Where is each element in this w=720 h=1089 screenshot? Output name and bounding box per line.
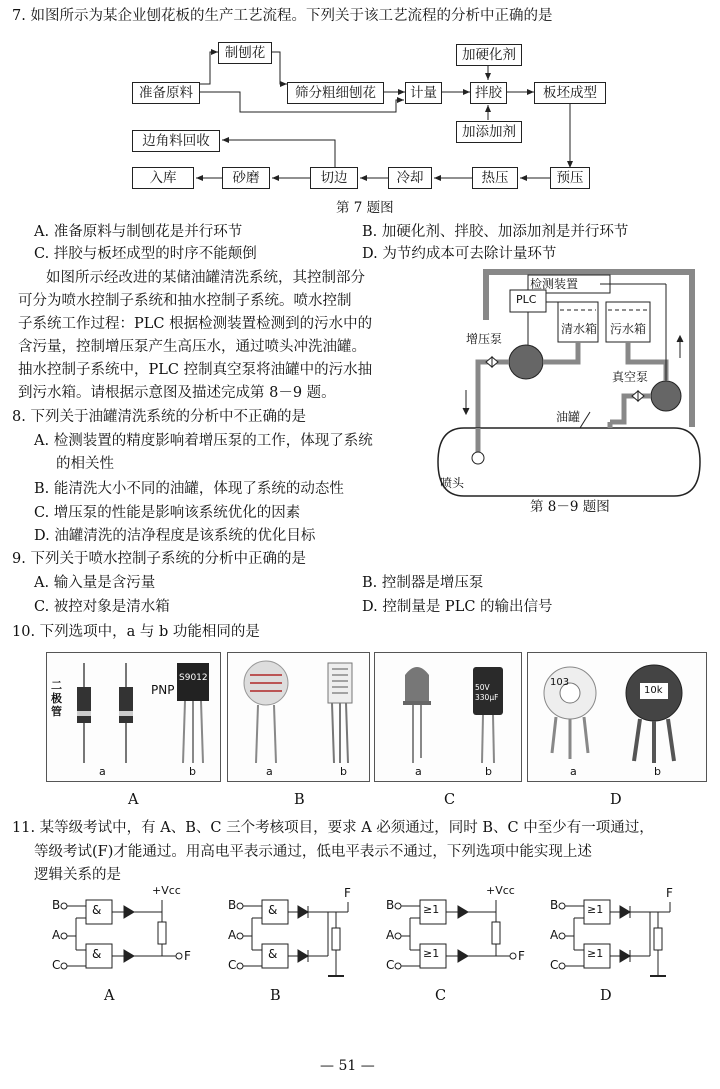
circuit-c-out: F (518, 949, 525, 963)
flow-hardener: 加硬化剂 (456, 44, 522, 66)
circuit-a-gate1: & (92, 903, 102, 917)
page-number: — 51 — (320, 1058, 375, 1074)
flow-sieve: 筛分粗细刨花 (287, 82, 384, 104)
label-tank: 油罐 (556, 410, 581, 424)
photo-d-res-text: 103 (550, 677, 570, 688)
circuit-b (228, 886, 368, 982)
photo-c (374, 652, 522, 782)
photo-c-sub-b: b (485, 765, 492, 778)
photo-a-diode-label: 二极管 (51, 679, 62, 718)
tank-figure (430, 262, 710, 522)
circuit-b-in-a: A (228, 928, 237, 942)
photo-a-code: S9012 (179, 673, 208, 683)
label-plc: PLC (516, 293, 537, 306)
q9-stem: 9. 下列关于喷水控制子系统的分析中正确的是 (12, 551, 306, 567)
circuit-c-in-c: C (386, 958, 395, 972)
q9-option-b: B. 控制器是增压泵 (362, 575, 484, 591)
flow-form: 板坯成型 (534, 82, 606, 104)
circuit-c-in-a: A (386, 928, 395, 942)
photo-a-sub-b: b (189, 765, 196, 778)
q7-caption: 第 7 题图 (336, 200, 394, 216)
flow-prepare: 准备原料 (132, 82, 200, 104)
q9-option-d: D. 控制量是 PLC 的输出信号 (362, 599, 553, 615)
flow-prepress: 预压 (550, 167, 590, 189)
circuit-a (52, 884, 202, 982)
q11-label-d: D (600, 988, 612, 1004)
circuit-c-gate2: ≥1 (423, 947, 440, 960)
q11-stem-1: 11. 某等级考试中，有 A、B、C 三个考核项目，要求 A 必须通过，同时 B、C 中至少有一项通过， (12, 820, 654, 836)
circuit-c-vcc: +Vcc (486, 884, 515, 897)
flow-edge-recycle: 边角料回收 (132, 130, 220, 152)
circuit-a-in-b: B (52, 898, 61, 912)
circuit-c (386, 884, 536, 982)
passage-line-3: 子系统工作过程：PLC 根据检测装置检测到的污水中的 (18, 316, 373, 332)
circuit-b-in-b: B (228, 898, 237, 912)
q7-option-c: C. 拌胶与板坯成型的时序不能颠倒 (34, 246, 257, 262)
photo-b-sub-b: b (340, 765, 347, 778)
q8-stem: 8. 下列关于油罐清洗系统的分析中不正确的是 (12, 409, 306, 425)
q10-label-c: C (444, 792, 456, 808)
q10-label-d: D (610, 792, 622, 808)
q8-option-d: D. 油罐清洗的洁净程度是该系统的优化目标 (34, 528, 316, 544)
photo-d (527, 652, 707, 782)
flow-plane: 制刨花 (218, 42, 272, 64)
circuit-b-in-c: C (228, 958, 237, 972)
circuit-a-vcc: +Vcc (152, 884, 181, 897)
flow-storage: 入库 (132, 167, 194, 189)
q8-option-c: C. 增压泵的性能是影响该系统优化的因素 (34, 505, 301, 521)
photo-a (46, 652, 221, 782)
label-detector: 检测装置 (530, 277, 579, 291)
circuit-d-in-c: C (550, 958, 559, 972)
circuit-c-in-b: B (386, 898, 395, 912)
label-vacuum: 真空泵 (612, 370, 649, 384)
circuit-a-in-c: C (52, 958, 61, 972)
photo-a-pnp: PNP (151, 683, 175, 697)
passage-line-2: 可分为喷水控制子系统和抽水控制子系统。喷水控制 (18, 293, 352, 309)
label-booster: 增压泵 (466, 332, 503, 346)
passage-line-1: 如图所示经改进的某储油罐清洗系统，其控制部分 (46, 270, 365, 286)
q10-stem: 10. 下列选项中，a 与 b 功能相同的是 (12, 624, 260, 640)
passage-line-4: 含污量，控制增压泵产生高压水，通过喷头冲洗油罐。 (18, 339, 366, 355)
circuit-b-out: F (344, 886, 351, 900)
circuit-a-gate2: & (92, 947, 102, 961)
q11-label-b: B (270, 988, 281, 1004)
q8-option-b: B. 能清洗大小不同的油罐，体现了系统的动态性 (34, 481, 344, 497)
photo-d-sub-b: b (654, 765, 661, 778)
circuit-b-gate2: & (268, 947, 278, 961)
q11-stem-2: 等级考试(F)才能通过。用高电平表示通过，低电平表示不通过，下列选项中能实现上述 (34, 844, 592, 860)
q11-label-c: C (435, 988, 447, 1004)
circuit-d-gate1: ≥1 (587, 903, 604, 916)
label-clean-tank: 清水箱 (561, 322, 598, 336)
photo-d-res-text2: 10k (644, 685, 663, 696)
flow-cool: 冷却 (388, 167, 432, 189)
q11-stem-3: 逻辑关系的是 (34, 867, 121, 883)
q7-option-d: D. 为节约成本可去除计量环节 (362, 246, 557, 262)
circuit-a-out: F (184, 949, 191, 963)
q8-option-a: A. 检测装置的精度影响着增压泵的工作，体现了系统 (34, 433, 373, 449)
flow-hotpress: 热压 (472, 167, 518, 189)
q7-option-b: B. 加硬化剂、拌胶、加添加剂是并行环节 (362, 224, 629, 240)
circuit-c-gate1: ≥1 (423, 903, 440, 916)
passage-line-5: 抽水控制子系统中，PLC 控制真空泵将油罐中的污水抽 (18, 362, 373, 378)
q7-stem: 7. 如图所示为某企业刨花板的生产工艺流程。下列关于该工艺流程的分析中正确的是 (12, 8, 553, 24)
q10-label-b: B (294, 792, 305, 808)
q8-option-a-cont: 的相关性 (56, 456, 114, 472)
photo-c-cap-text: 50V 330μF (475, 683, 499, 702)
q9-option-c: C. 被控对象是清水箱 (34, 599, 170, 615)
circuit-d-in-a: A (550, 928, 559, 942)
photo-b (227, 652, 370, 782)
label-nozzle: 喷头 (440, 476, 465, 490)
photo-b-sub-a: a (266, 765, 273, 778)
tank-drawing (430, 262, 710, 522)
flow-sand: 砂磨 (222, 167, 270, 189)
circuit-a-in-a: A (52, 928, 61, 942)
q7-option-a: A. 准备原料与制刨花是并行环节 (34, 224, 243, 240)
q10-label-a: A (128, 792, 139, 808)
flow-mix: 拌胶 (470, 82, 507, 104)
q9-option-a: A. 输入量是含污量 (34, 575, 156, 591)
q7-flowchart (0, 0, 720, 200)
circuit-d-out: F (666, 886, 673, 900)
photo-c-sub-a: a (415, 765, 422, 778)
photo-d-sub-a: a (570, 765, 577, 778)
circuit-d-in-b: B (550, 898, 559, 912)
label-dirty-tank: 污水箱 (610, 322, 647, 336)
q11-label-a: A (104, 988, 115, 1004)
circuit-b-gate1: & (268, 903, 278, 917)
passage-line-6: 到污水箱。请根据示意图及描述完成第 8－9 题。 (18, 385, 336, 401)
circuit-d (550, 886, 690, 982)
flow-measure: 计量 (405, 82, 442, 104)
flow-additive: 加添加剂 (456, 121, 522, 143)
photo-a-sub-a: a (99, 765, 106, 778)
tank-caption: 第 8－9 题图 (530, 499, 610, 515)
flow-trim: 切边 (310, 167, 358, 189)
circuit-d-gate2: ≥1 (587, 947, 604, 960)
